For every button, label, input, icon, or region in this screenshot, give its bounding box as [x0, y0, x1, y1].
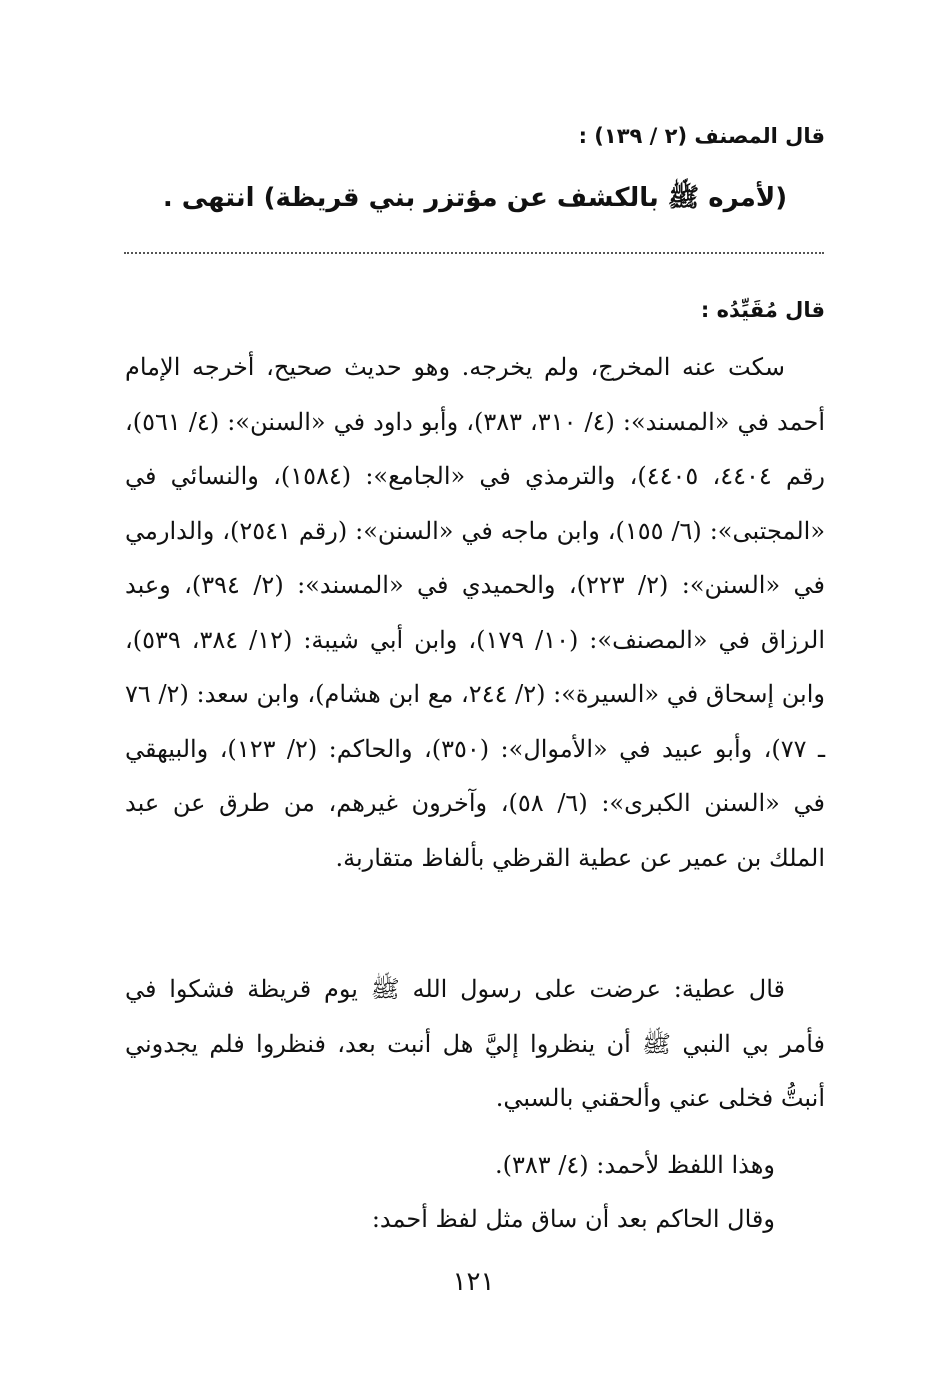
commentary-paragraph-hakim-note: وقال الحاكم بعد أن ساق مثل لفظ أحمد: [371, 1205, 775, 1233]
author-quote-heading: قال المصنف (٢ / ١٣٩) : [578, 124, 825, 148]
page-number: ١٢١ [452, 1267, 495, 1297]
commentary-paragraph-hadith-text: قال عطية: عرضت على رسول الله ﷺ يوم قريظة فشكوا في فأمر بي النبي ﷺ أن ينظروا إليَّ هل أنبت بعد، فنظروا فلم يجدوني أنبتُّ فخلى عني وألحقني بالسبي. [125, 975, 825, 1112]
commentary-paragraph-takhrij: سكت عنه المخرج، ولم يخرجه. وهو حديث صحيح، أخرجه الإمام أحمد في «المسند»: (٤/ ٣١٠، ٣٨٣)، وأبو داود في «السنن»: (٤/ ٥٦١)، رقم ٤٤٠٤، ٤٤٠٥)، والترمذي في «الجامع»: (١٥٨٤)، والنسائي في «المجتبى»: (٦/ ١٥٥)، وابن ماجه في «السنن»: (رقم ٢٥٤١)، والدارمي في «السنن»: (٢/ ٢٢٣)، والحميدي في «المسند»: (٢/ ٣٩٤)، وعبد الرزاق في «المصنف»: (١٠/ ١٧٩)، وابن أبي شيبة: (١٢/ ٣٨٤، ٥٣٩)، وابن إسحاق في «السيرة»: (٢/ ٢٤٤، مع ابن هشام)، وابن سعد: (٢/ ٧٦ ـ ٧٧)، وأبو عبيد في «الأموال»: (٣٥٠)، والحاكم: (٢/ ١٢٣)، والبيهقي في «السنن الكبرى»: (٦/ ٥٨)، وآخرون غيرهم، من طرق عن عبد الملك بن عمير عن عطية القرظي بألفاظ متقاربة. [125, 353, 826, 872]
dotted-divider [124, 252, 824, 254]
commentary-paragraph-wording-note: وهذا اللفظ لأحمد: (٤/ ٣٨٣). [495, 1151, 775, 1179]
quoted-author-text: (لأمره ﷺ بالكشف عن مؤتزر بني قريظة) انتهى . [162, 183, 788, 213]
commentator-heading: قال مُقَيِّدُه : [700, 298, 825, 322]
